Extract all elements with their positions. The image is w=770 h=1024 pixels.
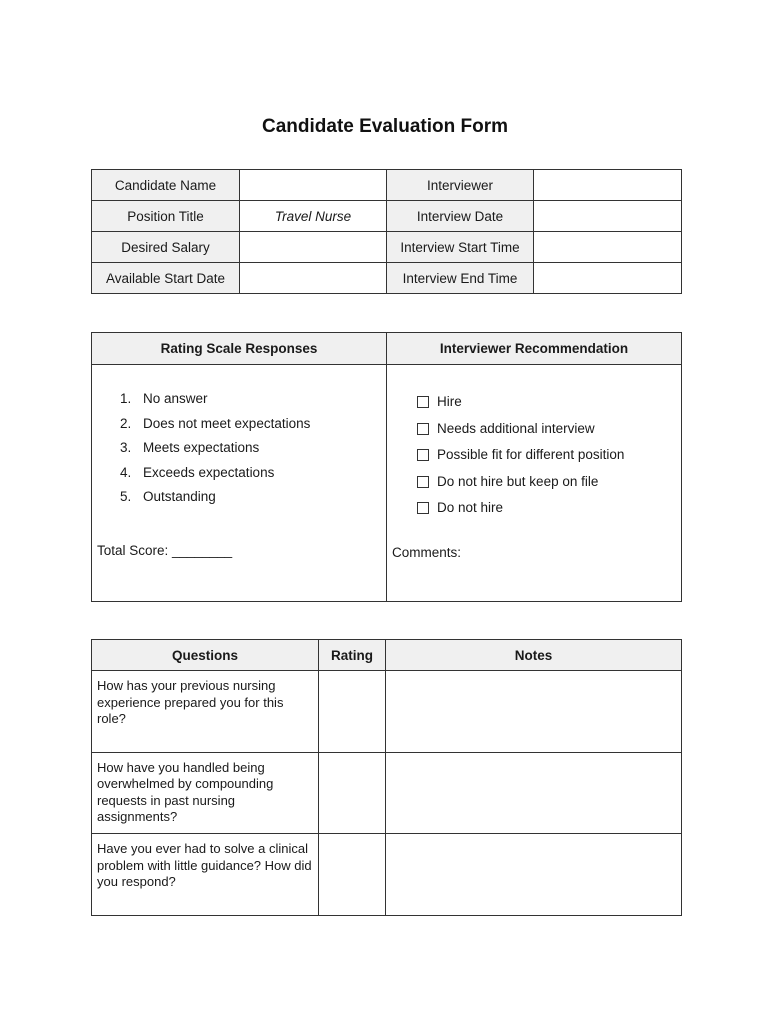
candidate-info-table	[91, 169, 682, 294]
checkbox[interactable]	[417, 502, 429, 514]
rating-scale-header: Rating Scale Responses	[92, 333, 387, 365]
questions-table	[91, 639, 682, 916]
interview-start-time-field[interactable]	[534, 232, 682, 263]
rating-field[interactable]	[319, 671, 386, 753]
candidate-name-label: Candidate Name	[92, 170, 240, 201]
comments-field[interactable]: Comments:	[392, 545, 462, 560]
checkbox[interactable]	[417, 476, 429, 488]
recommendation-option-keep-on-file[interactable]: Do not hire but keep on file	[417, 469, 624, 496]
desired-salary-field[interactable]	[240, 232, 387, 263]
rating-scale-list	[120, 387, 310, 510]
recommendation-option-different-position[interactable]: Possible fit for different position	[417, 442, 624, 469]
checkbox[interactable]	[417, 423, 429, 435]
rating-recommendation-table	[91, 332, 682, 602]
rating-field[interactable]	[319, 834, 386, 916]
recommendation-option-hire[interactable]: Hire	[417, 389, 624, 416]
rating-field[interactable]	[319, 752, 386, 834]
interviewer-label: Interviewer	[387, 170, 534, 201]
list-item: 4. Exceeds expectations	[120, 464, 275, 480]
interview-end-time-label: Interview End Time	[387, 263, 534, 294]
checkbox[interactable]	[417, 449, 429, 461]
candidate-name-field[interactable]	[240, 170, 387, 201]
list-item: 3. Meets expectations	[120, 440, 260, 455]
table-row	[92, 232, 682, 263]
position-title-field[interactable]: Travel Nurse	[240, 201, 387, 232]
interview-start-time-label: Interview Start Time	[387, 232, 534, 263]
table-row	[92, 170, 682, 201]
checkbox[interactable]	[417, 396, 429, 408]
question-text: Have you ever had to solve a clinical problem with little guidance? How did you respond?	[92, 834, 319, 916]
available-start-date-label: Available Start Date	[92, 263, 240, 294]
questions-header: Questions	[92, 640, 319, 671]
interview-date-field[interactable]	[534, 201, 682, 232]
interviewer-field[interactable]	[534, 170, 682, 201]
list-item: 1. No answer	[120, 391, 208, 406]
form-title: Candidate Evaluation Form	[262, 116, 508, 137]
recommendation-list	[417, 389, 624, 522]
table-row	[92, 201, 682, 232]
available-start-date-field[interactable]	[240, 263, 387, 294]
table-row	[92, 671, 682, 753]
table-row	[92, 752, 682, 834]
recommendation-option-additional-interview[interactable]: Needs additional interview	[417, 416, 624, 443]
position-title-label: Position Title	[92, 201, 240, 232]
interview-date-label: Interview Date	[387, 201, 534, 232]
desired-salary-label: Desired Salary	[92, 232, 240, 263]
question-text: How have you handled being overwhelmed by compounding requests in past nursing assignments?	[92, 752, 319, 834]
recommendation-option-do-not-hire[interactable]: Do not hire	[417, 495, 624, 522]
total-score-field[interactable]: Total Score: ________	[97, 543, 233, 558]
notes-field[interactable]	[386, 834, 682, 916]
notes-field[interactable]	[386, 671, 682, 753]
interview-end-time-field[interactable]	[534, 263, 682, 294]
recommendation-header: Interviewer Recommendation	[387, 333, 682, 365]
recommendation-cell	[387, 365, 682, 602]
table-row	[92, 263, 682, 294]
list-item: 2. Does not meet expectations	[120, 415, 311, 431]
question-text: How has your previous nursing experience prepared you for this role?	[92, 671, 319, 753]
list-item: 5. Outstanding	[120, 489, 216, 504]
rating-header: Rating	[319, 640, 386, 671]
table-row	[92, 834, 682, 916]
rating-scale-cell	[92, 365, 387, 602]
notes-field[interactable]	[386, 752, 682, 834]
notes-header: Notes	[386, 640, 682, 671]
